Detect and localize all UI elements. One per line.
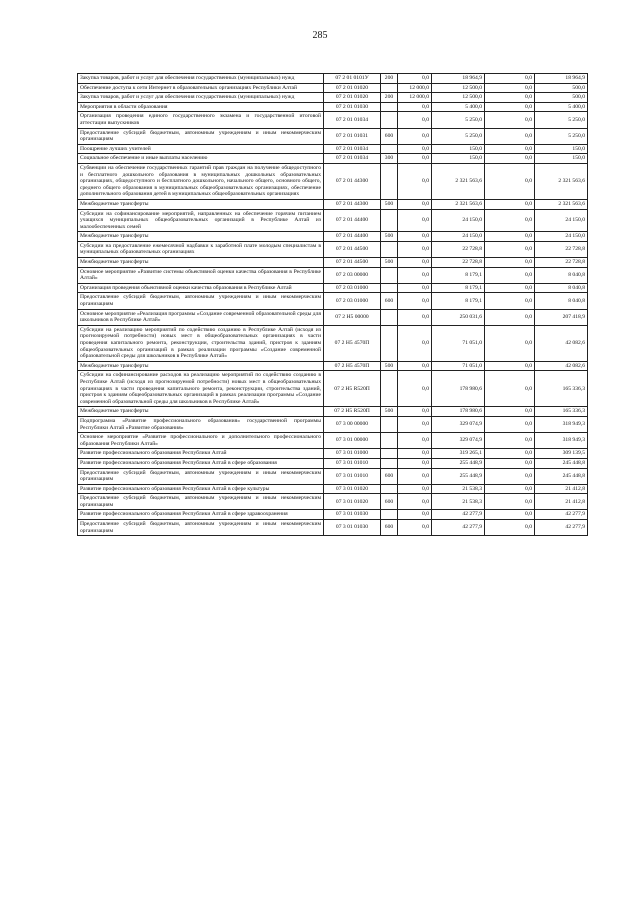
table-row: [78, 293, 588, 309]
row-amount-b-cell: 22 728,8: [432, 258, 485, 268]
row-code-cell: 07 3 01 01010: [324, 458, 381, 468]
table-row: [78, 458, 588, 468]
row-name-cell: Субсидии на софинансирование мероприятий, направленных на обеспечение горячим питанием учащихся муниципальных общеобразовательных организаций в Республике Алтай из малообеспеченных семей: [78, 209, 324, 232]
row-name-cell: Субсидии на реализацию мероприятий по содействию созданию в Республике Алтай (исходя из прогнозируемой потребности) новых мест в общеобразовательных организациях в части проведения капитального ремонта, реконструкции, строительства зданий, пристроя к зданиям общеобразовательных организаций в рамках реализации программы «Создание современной образовательной среды для школьников в Республике Алтай»: [78, 325, 324, 361]
row-amount-d-cell: 500,0: [535, 93, 588, 103]
row-amount-d-cell: 42 277,9: [535, 510, 588, 520]
table-row: [78, 309, 588, 325]
table-row: [78, 258, 588, 268]
table-row: [78, 112, 588, 128]
row-expense-type-cell: [381, 309, 398, 325]
table-row: [78, 128, 588, 144]
row-name-cell: Поощрение лучших учителей: [78, 144, 324, 154]
row-code-cell: 07 3 01 01030: [324, 510, 381, 520]
table-row: [78, 241, 588, 257]
row-amount-d-cell: 8 040,8: [535, 283, 588, 293]
row-amount-c-cell: 0,0: [485, 209, 535, 232]
row-code-cell: 07 2 03 00000: [324, 267, 381, 283]
table-row: [78, 520, 588, 536]
row-amount-c-cell: 0,0: [485, 361, 535, 371]
row-amount-d-cell: 21 412,8: [535, 484, 588, 494]
row-name-cell: Развитие профессионального образования Республики Алтай в сфере образования: [78, 458, 324, 468]
row-amount-d-cell: 5 250,0: [535, 112, 588, 128]
table-row: [78, 484, 588, 494]
row-amount-d-cell: 8 040,8: [535, 267, 588, 283]
row-amount-d-cell: 24 150,0: [535, 209, 588, 232]
table-row: [78, 154, 588, 164]
row-name-cell: Межбюджетные трансферты: [78, 232, 324, 242]
row-expense-type-cell: [381, 267, 398, 283]
table-row: [78, 361, 588, 371]
row-amount-a-cell: 0,0: [398, 325, 432, 361]
row-amount-b-cell: 255 448,9: [432, 458, 485, 468]
row-amount-b-cell: 12 500,0: [432, 93, 485, 103]
row-code-cell: 07 2 Н5 4570П: [324, 325, 381, 361]
row-code-cell: 07 2 01 01034: [324, 154, 381, 164]
row-amount-a-cell: 12 000,0: [398, 93, 432, 103]
row-name-cell: Мероприятия в области образования: [78, 102, 324, 112]
row-amount-a-cell: 0,0: [398, 407, 432, 417]
row-name-cell: Межбюджетные трансферты: [78, 199, 324, 209]
row-name-cell: Субсидии на софинансирование расходов на реализацию мероприятий по содействию созданию в Республике Алтай (исходя из прогнозируемой потребности) новых мест в общеобразовательных организациях в части проведения капитального ремонта, реконструкции, строительства зданий, пристроя к зданиям общеобразовательных организаций в рамках реализации программы «Создание современной образовательной среды для школьников в Республике Алтай»: [78, 371, 324, 407]
row-amount-d-cell: 245 448,8: [535, 458, 588, 468]
row-expense-type-cell: 600: [381, 293, 398, 309]
row-amount-a-cell: 0,0: [398, 199, 432, 209]
row-expense-type-cell: 200: [381, 93, 398, 103]
row-name-cell: Социальное обеспечение и иные выплаты населению: [78, 154, 324, 164]
row-expense-type-cell: 600: [381, 494, 398, 510]
row-amount-b-cell: 319 265,1: [432, 449, 485, 459]
row-amount-d-cell: 22 728,8: [535, 258, 588, 268]
row-amount-c-cell: 0,0: [485, 325, 535, 361]
row-amount-c-cell: 0,0: [485, 458, 535, 468]
row-code-cell: 07 2 03 01000: [324, 283, 381, 293]
row-code-cell: 07 2 01 01031: [324, 128, 381, 144]
row-amount-d-cell: 42 082,6: [535, 325, 588, 361]
row-amount-a-cell: 0,0: [398, 258, 432, 268]
row-amount-d-cell: 500,0: [535, 83, 588, 93]
table-row: [78, 232, 588, 242]
row-amount-d-cell: 165 336,3: [535, 407, 588, 417]
row-expense-type-cell: [381, 416, 398, 432]
row-amount-a-cell: 0,0: [398, 361, 432, 371]
row-amount-b-cell: 8 179,1: [432, 293, 485, 309]
row-code-cell: 07 2 Н5 R520П: [324, 407, 381, 417]
row-amount-b-cell: 2 321 563,6: [432, 199, 485, 209]
row-amount-b-cell: 329 074,9: [432, 416, 485, 432]
row-code-cell: 07 2 01 44300: [324, 163, 381, 199]
row-code-cell: 07 2 01 44500: [324, 258, 381, 268]
row-amount-b-cell: 5 400,0: [432, 102, 485, 112]
row-amount-c-cell: 0,0: [485, 74, 535, 84]
table-row: [78, 209, 588, 232]
row-amount-a-cell: 0,0: [398, 112, 432, 128]
row-amount-c-cell: 0,0: [485, 154, 535, 164]
row-amount-a-cell: 0,0: [398, 494, 432, 510]
row-expense-type-cell: 500: [381, 199, 398, 209]
row-expense-type-cell: 600: [381, 128, 398, 144]
row-name-cell: Субвенции на обеспечение государственных гарантий прав граждан на получение общедоступного и бесплатного дошкольного образования в муниципальных дошкольных образовательных организациях, общедоступного и бесплатного дошкольного, начального общего, основного общего, среднего общего образования в муниципальных общеобразовательных организациях, обеспечение дополнительного образования детей в муниципальных общеобразовательных организациях: [78, 163, 324, 199]
row-name-cell: Развитие профессионального образования Республики Алтай: [78, 449, 324, 459]
row-amount-a-cell: 0,0: [398, 468, 432, 484]
row-code-cell: 07 2 Н5 4570П: [324, 361, 381, 371]
row-expense-type-cell: [381, 83, 398, 93]
row-code-cell: 07 2 01 01034: [324, 144, 381, 154]
table-row: [78, 433, 588, 449]
row-amount-d-cell: 18 964,9: [535, 74, 588, 84]
row-expense-type-cell: 500: [381, 407, 398, 417]
row-amount-d-cell: 207 418,9: [535, 309, 588, 325]
row-name-cell: Развитие профессионального образования Республики Алтай в сфере культуры: [78, 484, 324, 494]
row-name-cell: Закупка товаров, работ и услуг для обеспечения государственных (муниципальных) нужд: [78, 93, 324, 103]
row-name-cell: Основное мероприятие «Развитие системы объективной оценки качества образования в Республике Алтай»: [78, 267, 324, 283]
row-amount-a-cell: 0,0: [398, 267, 432, 283]
row-amount-c-cell: 0,0: [485, 407, 535, 417]
row-amount-a-cell: 0,0: [398, 458, 432, 468]
row-amount-c-cell: 0,0: [485, 144, 535, 154]
row-amount-b-cell: 21 538,3: [432, 494, 485, 510]
row-amount-c-cell: 0,0: [485, 232, 535, 242]
row-amount-c-cell: 0,0: [485, 163, 535, 199]
table-row: [78, 283, 588, 293]
table-row: [78, 163, 588, 199]
row-amount-a-cell: 0,0: [398, 449, 432, 459]
row-expense-type-cell: 500: [381, 258, 398, 268]
row-amount-b-cell: 5 250,0: [432, 112, 485, 128]
row-amount-a-cell: 0,0: [398, 232, 432, 242]
row-expense-type-cell: [381, 371, 398, 407]
row-amount-a-cell: 0,0: [398, 293, 432, 309]
row-amount-d-cell: 24 150,0: [535, 232, 588, 242]
row-expense-type-cell: [381, 325, 398, 361]
row-amount-a-cell: 0,0: [398, 74, 432, 84]
row-amount-b-cell: 71 051,0: [432, 361, 485, 371]
row-amount-c-cell: 0,0: [485, 267, 535, 283]
row-amount-b-cell: 24 150,0: [432, 209, 485, 232]
row-amount-a-cell: 0,0: [398, 163, 432, 199]
row-amount-b-cell: 24 150,0: [432, 232, 485, 242]
row-expense-type-cell: [381, 433, 398, 449]
row-amount-b-cell: 5 250,0: [432, 128, 485, 144]
table-row: [78, 449, 588, 459]
row-amount-a-cell: 0,0: [398, 128, 432, 144]
row-amount-b-cell: 8 179,1: [432, 283, 485, 293]
row-amount-d-cell: 42 277,9: [535, 520, 588, 536]
row-amount-b-cell: 12 500,0: [432, 83, 485, 93]
row-amount-d-cell: 318 949,3: [535, 433, 588, 449]
row-expense-type-cell: 600: [381, 520, 398, 536]
row-name-cell: Развитие профессионального образования Республики Алтай в сфере здравоохранения: [78, 510, 324, 520]
row-amount-d-cell: 165 336,3: [535, 371, 588, 407]
row-amount-a-cell: 12 000,0: [398, 83, 432, 93]
row-expense-type-cell: 500: [381, 232, 398, 242]
row-code-cell: 07 3 01 00000: [324, 433, 381, 449]
row-name-cell: Межбюджетные трансферты: [78, 407, 324, 417]
row-expense-type-cell: 600: [381, 468, 398, 484]
row-amount-a-cell: 0,0: [398, 241, 432, 257]
budget-table-body: [78, 74, 588, 536]
row-code-cell: 07 2 01 01030: [324, 102, 381, 112]
row-name-cell: Основное мероприятие «Реализация программы «Создание современной образовательной среды для школьников в Республике Алтай»: [78, 309, 324, 325]
row-amount-d-cell: 5 400,0: [535, 102, 588, 112]
table-row: [78, 510, 588, 520]
row-expense-type-cell: 500: [381, 361, 398, 371]
row-amount-a-cell: 0,0: [398, 144, 432, 154]
table-row: [78, 267, 588, 283]
row-code-cell: 07 2 01 0101У: [324, 74, 381, 84]
row-amount-c-cell: 0,0: [485, 293, 535, 309]
row-amount-d-cell: 318 949,3: [535, 416, 588, 432]
row-code-cell: 07 2 01 44400: [324, 232, 381, 242]
row-expense-type-cell: [381, 449, 398, 459]
row-expense-type-cell: [381, 209, 398, 232]
row-code-cell: 07 3 01 01020: [324, 484, 381, 494]
row-amount-b-cell: 71 051,0: [432, 325, 485, 361]
row-amount-c-cell: 0,0: [485, 283, 535, 293]
row-amount-a-cell: 0,0: [398, 154, 432, 164]
row-amount-c-cell: 0,0: [485, 309, 535, 325]
row-code-cell: 07 3 01 01030: [324, 520, 381, 536]
row-amount-c-cell: 0,0: [485, 494, 535, 510]
row-amount-c-cell: 0,0: [485, 93, 535, 103]
row-name-cell: Организация проведения единого государственного экзамена и государственной итоговой аттестации выпускников: [78, 112, 324, 128]
row-amount-c-cell: 0,0: [485, 520, 535, 536]
row-amount-a-cell: 0,0: [398, 309, 432, 325]
row-name-cell: Обеспечение доступа к сети Интернет в образовательных организациях Республики Алтай: [78, 83, 324, 93]
row-code-cell: 07 2 01 01020: [324, 83, 381, 93]
row-amount-c-cell: 0,0: [485, 449, 535, 459]
row-amount-d-cell: 2 321 563,6: [535, 199, 588, 209]
row-amount-b-cell: 178 980,6: [432, 371, 485, 407]
row-amount-d-cell: 245 448,8: [535, 468, 588, 484]
row-code-cell: 07 2 01 01034: [324, 112, 381, 128]
table-row: [78, 83, 588, 93]
row-name-cell: Предоставление субсидий бюджетным, автономным учреждениям и иным некоммерческим организациям: [78, 520, 324, 536]
row-expense-type-cell: [381, 283, 398, 293]
table-row: [78, 102, 588, 112]
table-row: [78, 74, 588, 84]
table-row: [78, 325, 588, 361]
row-amount-b-cell: 21 538,3: [432, 484, 485, 494]
row-name-cell: Подпрограмма «Развитие профессионального образования» государственной программы Республики Алтай «Развитие образования»: [78, 416, 324, 432]
row-amount-b-cell: 42 277,9: [432, 520, 485, 536]
row-amount-b-cell: 329 074,9: [432, 433, 485, 449]
row-amount-d-cell: 150,0: [535, 154, 588, 164]
row-code-cell: 07 3 01 01010: [324, 468, 381, 484]
row-code-cell: 07 2 01 44300: [324, 199, 381, 209]
row-expense-type-cell: [381, 241, 398, 257]
row-expense-type-cell: [381, 510, 398, 520]
row-amount-c-cell: 0,0: [485, 258, 535, 268]
row-amount-b-cell: 18 964,9: [432, 74, 485, 84]
row-amount-a-cell: 0,0: [398, 371, 432, 407]
row-code-cell: 07 2 Н5 00000: [324, 309, 381, 325]
row-amount-d-cell: 309 139,5: [535, 449, 588, 459]
row-amount-c-cell: 0,0: [485, 468, 535, 484]
row-expense-type-cell: 200: [381, 74, 398, 84]
row-code-cell: 07 2 01 44400: [324, 209, 381, 232]
row-amount-a-cell: 0,0: [398, 510, 432, 520]
table-row: [78, 494, 588, 510]
row-name-cell: Предоставление субсидий бюджетным, автономным учреждениям и иным некоммерческим организациям: [78, 494, 324, 510]
row-amount-d-cell: 42 082,6: [535, 361, 588, 371]
row-amount-b-cell: 250 031,6: [432, 309, 485, 325]
row-amount-c-cell: 0,0: [485, 199, 535, 209]
row-amount-b-cell: 150,0: [432, 154, 485, 164]
table-row: [78, 199, 588, 209]
page-number: 285: [312, 30, 328, 41]
row-code-cell: 07 2 01 44500: [324, 241, 381, 257]
row-name-cell: Организация проведения объективной оценки качества образования в Республике Алтай: [78, 283, 324, 293]
row-amount-a-cell: 0,0: [398, 520, 432, 536]
row-amount-c-cell: 0,0: [485, 83, 535, 93]
row-amount-b-cell: 255 448,9: [432, 468, 485, 484]
row-expense-type-cell: [381, 484, 398, 494]
row-name-cell: Межбюджетные трансферты: [78, 361, 324, 371]
row-amount-c-cell: 0,0: [485, 241, 535, 257]
row-name-cell: Предоставление субсидий бюджетным, автономным учреждениям и иным некоммерческим организациям: [78, 293, 324, 309]
row-code-cell: 07 2 01 01020: [324, 93, 381, 103]
table-row: [78, 93, 588, 103]
row-expense-type-cell: [381, 112, 398, 128]
row-amount-b-cell: 22 728,8: [432, 241, 485, 257]
table-row: [78, 468, 588, 484]
row-amount-b-cell: 42 277,9: [432, 510, 485, 520]
row-amount-d-cell: 5 250,0: [535, 128, 588, 144]
row-code-cell: 07 2 Н5 R520П: [324, 371, 381, 407]
row-amount-c-cell: 0,0: [485, 371, 535, 407]
row-amount-c-cell: 0,0: [485, 128, 535, 144]
row-expense-type-cell: [381, 102, 398, 112]
row-amount-d-cell: 8 040,8: [535, 293, 588, 309]
row-name-cell: Закупка товаров, работ и услуг для обеспечения государственных (муниципальных) нужд: [78, 74, 324, 84]
row-amount-b-cell: 178 980,6: [432, 407, 485, 417]
row-code-cell: 07 3 00 00000: [324, 416, 381, 432]
row-amount-a-cell: 0,0: [398, 283, 432, 293]
row-name-cell: Межбюджетные трансферты: [78, 258, 324, 268]
row-amount-a-cell: 0,0: [398, 209, 432, 232]
row-amount-d-cell: 21 412,8: [535, 494, 588, 510]
row-amount-c-cell: 0,0: [485, 102, 535, 112]
row-expense-type-cell: [381, 144, 398, 154]
row-amount-c-cell: 0,0: [485, 112, 535, 128]
table-row: [78, 416, 588, 432]
row-expense-type-cell: [381, 458, 398, 468]
row-amount-a-cell: 0,0: [398, 484, 432, 494]
row-amount-d-cell: 2 321 563,6: [535, 163, 588, 199]
row-code-cell: 07 3 01 01020: [324, 494, 381, 510]
row-expense-type-cell: [381, 163, 398, 199]
row-name-cell: Субсидии на предоставление ежемесячной надбавки к заработной плате молодым специалистам в муниципальных образовательных организациях: [78, 241, 324, 257]
row-name-cell: Основное мероприятие «Развитие профессионального и дополнительного профессионального образования Республики Алтай»: [78, 433, 324, 449]
row-amount-c-cell: 0,0: [485, 484, 535, 494]
row-name-cell: Предоставление субсидий бюджетным, автономным учреждениям и иным некоммерческим организациям: [78, 468, 324, 484]
row-amount-a-cell: 0,0: [398, 433, 432, 449]
row-amount-b-cell: 150,0: [432, 144, 485, 154]
row-code-cell: 07 2 03 01000: [324, 293, 381, 309]
row-amount-d-cell: 22 728,8: [535, 241, 588, 257]
row-amount-c-cell: 0,0: [485, 416, 535, 432]
row-amount-b-cell: 8 179,1: [432, 267, 485, 283]
row-amount-c-cell: 0,0: [485, 433, 535, 449]
table-row: [78, 144, 588, 154]
row-amount-d-cell: 150,0: [535, 144, 588, 154]
budget-table: [77, 73, 588, 536]
row-expense-type-cell: 300: [381, 154, 398, 164]
row-amount-b-cell: 2 321 563,6: [432, 163, 485, 199]
row-code-cell: 07 3 01 01000: [324, 449, 381, 459]
row-amount-a-cell: 0,0: [398, 102, 432, 112]
row-amount-c-cell: 0,0: [485, 510, 535, 520]
table-row: [78, 407, 588, 417]
row-amount-a-cell: 0,0: [398, 416, 432, 432]
table-row: [78, 371, 588, 407]
row-name-cell: Предоставление субсидий бюджетным, автономным учреждениям и иным некоммерческим организациям: [78, 128, 324, 144]
